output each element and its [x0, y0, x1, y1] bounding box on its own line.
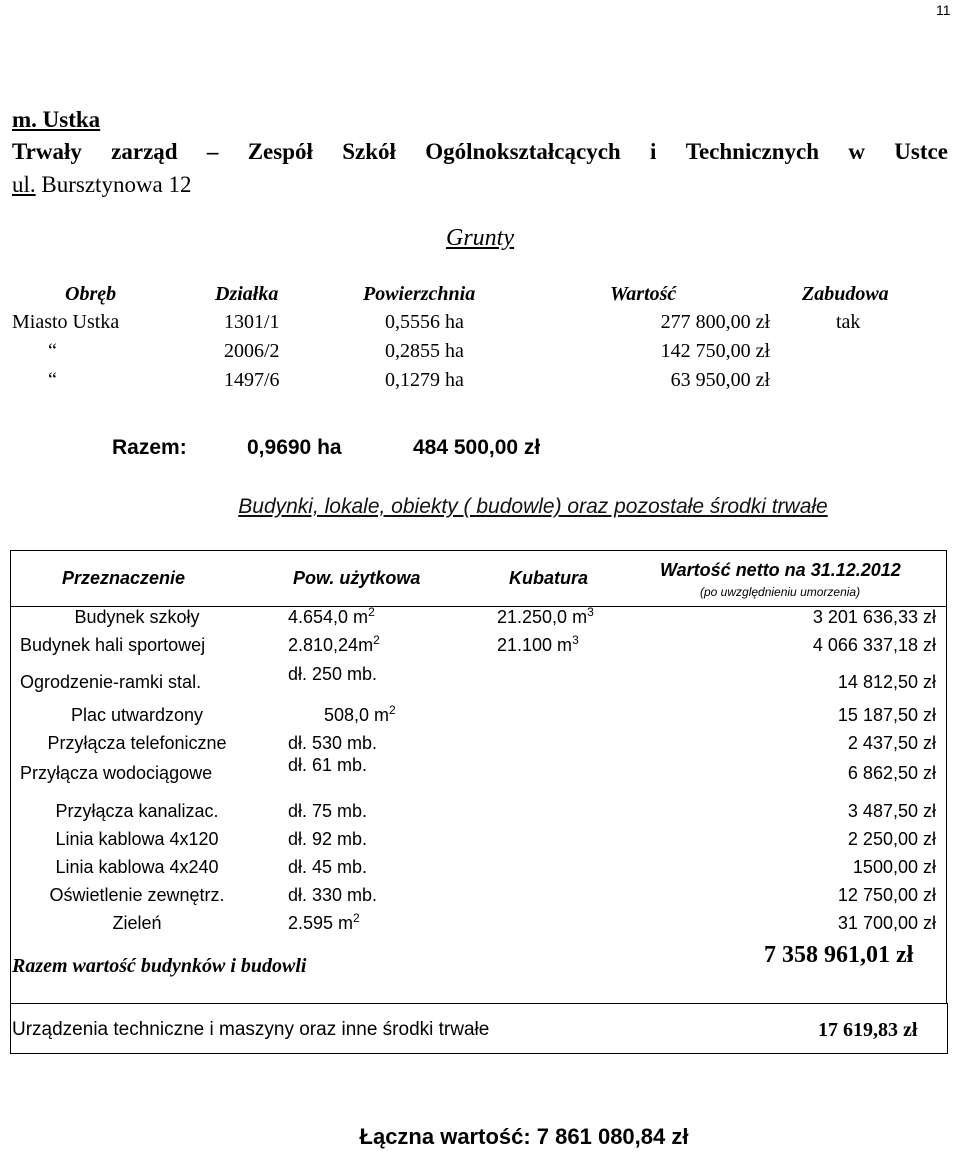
- grunty-total-value: 484 500,00 zł: [413, 436, 541, 459]
- row-name: Oświetlenie zewnętrz.: [49, 885, 225, 905]
- grunt-row-2-wartosc: 142 750,00 zł: [660, 340, 770, 362]
- urzadzenia-label: Urządzenia techniczne i maszyny oraz inne środki trwałe: [12, 1019, 490, 1040]
- administrator-word: Ustce: [894, 139, 948, 164]
- row-value: 2 250,00 zł: [847, 829, 936, 849]
- grunty-total-area: 0,9690 ha: [247, 436, 342, 459]
- table-right-edge: [947, 1003, 948, 1053]
- th-przeznaczenie: Przeznaczenie: [62, 568, 186, 588]
- row-kubatura-unit-exponent: 3: [587, 605, 594, 619]
- row-value: 4 066 337,18 zł: [812, 635, 936, 655]
- administrator-word: w: [848, 139, 865, 164]
- row-name: Linia kablowa 4x240: [55, 857, 219, 877]
- row-pow-value: 2.595 m: [288, 913, 354, 933]
- grunty-total-label: Razem:: [112, 436, 187, 459]
- table-mid-rule: [10, 1003, 948, 1004]
- grunt-row-1-powierzchnia: 0,5556 ha: [385, 311, 464, 333]
- col-zabudowa: Zabudowa: [802, 283, 889, 305]
- row-name: Plac utwardzony: [70, 705, 204, 725]
- th-pow: Pow. użytkowa: [293, 568, 421, 588]
- grunt-row-3-obreb: “: [48, 369, 57, 391]
- col-wartosc: Wartość: [610, 283, 677, 305]
- administrator-word: i: [650, 139, 657, 164]
- grunt-row-1-dzialka: 1301/1: [224, 311, 280, 333]
- administrator-word: Szkół: [342, 139, 396, 164]
- grunty-title: Grunty: [446, 225, 514, 251]
- row-pow-value: dł. 45 mb.: [288, 857, 368, 877]
- table-bottom-rule: [10, 1053, 948, 1054]
- row-name: Zieleń: [112, 913, 162, 933]
- row-pow-value: 508,0 m: [324, 705, 390, 725]
- row-pow: [288, 607, 375, 628]
- row-pow: [288, 885, 377, 906]
- row-value: 3 201 636,33 zł: [812, 607, 936, 627]
- budynki-total-label: Razem wartość budynków i budowli: [12, 955, 307, 977]
- row-pow-unit-exponent: 2: [353, 911, 360, 925]
- street-name: Bursztynowa 12: [41, 172, 192, 197]
- administrator-word: zarząd: [111, 139, 178, 164]
- row-name: Przyłącza kanalizac.: [55, 801, 219, 821]
- street-line: [12, 172, 192, 198]
- grunt-row-2-powierzchnia: 0,2855 ha: [385, 340, 464, 362]
- grunt-row-1-wartosc: 277 800,00 zł: [660, 311, 770, 333]
- row-kubatura: [497, 607, 594, 628]
- row-value: 14 812,50 zł: [837, 672, 936, 692]
- row-name: Ogrodzenie-ramki stal.: [20, 672, 202, 692]
- row-pow: [288, 635, 380, 656]
- administrator-word: Zespół: [247, 139, 313, 164]
- grunt-row-2-obreb: “: [48, 340, 57, 362]
- grunt-row-3-wartosc: 63 950,00 zł: [670, 369, 770, 391]
- grunt-row-1-obreb: Miasto Ustka: [12, 311, 120, 333]
- row-name: Budynek hali sportowej: [20, 635, 206, 655]
- administrator-line: [12, 139, 948, 165]
- row-pow: [288, 829, 367, 850]
- col-powierzchnia: Powierzchnia: [363, 283, 476, 305]
- row-pow-value: dł. 92 mb.: [288, 829, 368, 849]
- row-pow-value: dł. 75 mb.: [288, 801, 368, 821]
- urzadzenia-value: 17 619,83 zł: [818, 1019, 918, 1041]
- grunt-row-1-zabudowa: tak: [836, 311, 861, 333]
- row-kubatura: [497, 635, 579, 656]
- th-wartosc-note: (po uwzględnieniu umorzenia): [700, 585, 861, 599]
- table-left-edge-lower: [10, 1003, 11, 1053]
- page-number: 11: [936, 2, 951, 18]
- row-name: Linia kablowa 4x120: [55, 829, 219, 849]
- administrator-word: Trwały: [12, 139, 82, 164]
- row-pow: [288, 913, 360, 934]
- administrator-words: [12, 139, 948, 165]
- row-value: 1500,00 zł: [852, 857, 936, 877]
- row-pow-unit-exponent: 2: [373, 633, 380, 647]
- row-kubatura-value: 21.250,0 m: [497, 607, 588, 627]
- row-pow-value: 4.654,0 m: [288, 607, 369, 627]
- administrator-word: –: [206, 139, 219, 164]
- row-pow: [288, 733, 377, 754]
- row-kubatura-unit-exponent: 3: [572, 633, 579, 647]
- grand-total: Łączna wartość: 7 861 080,84 zł: [359, 1124, 689, 1149]
- row-pow: [288, 664, 377, 685]
- row-name: Budynek szkoły: [74, 607, 200, 627]
- row-pow: [288, 755, 367, 776]
- row-value: 12 750,00 zł: [837, 885, 936, 905]
- row-kubatura-value: 21.100 m: [497, 635, 573, 655]
- grunt-row-3-dzialka: 1497/6: [224, 369, 280, 391]
- row-pow: [324, 705, 396, 726]
- row-pow-value: dł. 61 mb.: [288, 755, 368, 775]
- col-dzialka: Działka: [215, 283, 279, 305]
- row-pow-value: 2.810,24m: [288, 635, 374, 655]
- grunt-row-3-powierzchnia: 0,1279 ha: [385, 369, 464, 391]
- th-wartosc: Wartość netto na 31.12.2012: [660, 560, 901, 580]
- th-kubatura: Kubatura: [509, 568, 589, 588]
- row-pow-value: dł. 250 mb.: [288, 664, 378, 684]
- row-value: 2 437,50 zł: [847, 733, 936, 753]
- row-value: 3 487,50 zł: [847, 801, 936, 821]
- row-name: Przyłącza telefoniczne: [47, 733, 227, 753]
- row-value: 31 700,00 zł: [837, 913, 936, 933]
- row-pow-value: dł. 530 mb.: [288, 733, 378, 753]
- row-pow: [288, 801, 367, 822]
- administrator-word: Technicznych: [685, 139, 820, 164]
- row-pow-value: dł. 330 mb.: [288, 885, 378, 905]
- row-value: 15 187,50 zł: [837, 705, 936, 725]
- row-pow-unit-exponent: 2: [368, 605, 375, 619]
- street-prefix: ul.: [12, 172, 36, 197]
- row-pow-unit-exponent: 2: [389, 703, 396, 717]
- grunt-row-2-dzialka: 2006/2: [224, 340, 280, 362]
- row-value: 6 862,50 zł: [847, 763, 936, 783]
- administrator-word: Ogólnokształcących: [425, 139, 621, 164]
- budynki-title: Budynki, lokale, obiekty ( budowle) oraz pozostałe środki trwałe: [238, 495, 828, 518]
- row-name: Przyłącza wodociągowe: [20, 763, 213, 783]
- budynki-total-value: 7 358 961,01 zł: [764, 942, 914, 968]
- col-obreb: Obręb: [65, 283, 117, 305]
- city-heading: m. Ustka: [12, 107, 101, 132]
- row-pow: [288, 857, 367, 878]
